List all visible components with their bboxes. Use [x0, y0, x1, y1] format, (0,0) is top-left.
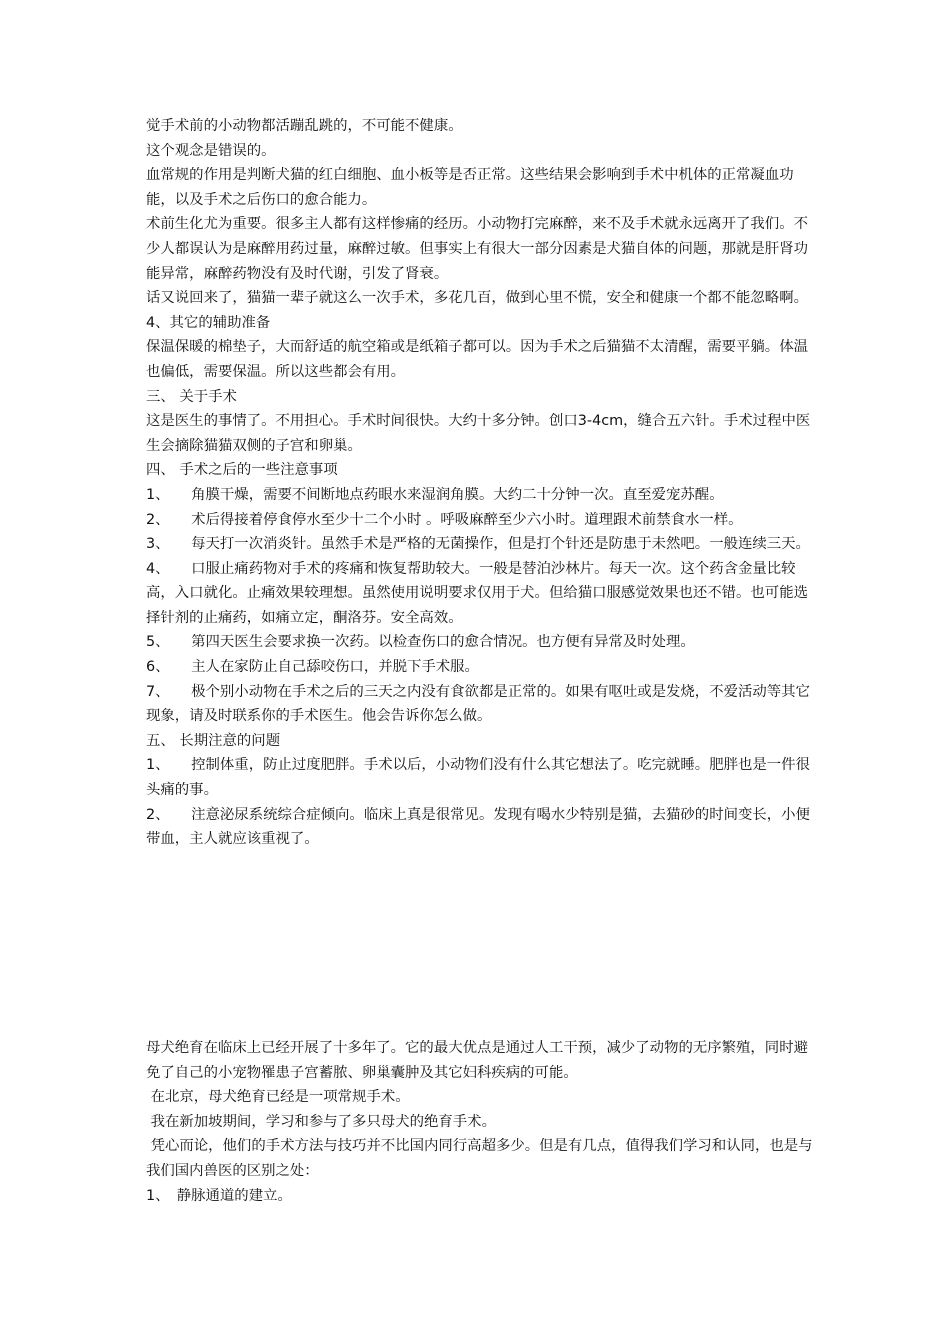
section-heading: 五、 长期注意的问题 [146, 732, 281, 749]
list-item: 1、 静脉通道的建立。 [146, 1187, 292, 1204]
list-item: 2、 术后得接着停食停水至少十二个小时 。呼吸麻醉至少六小时。道理跟术前禁食水一样。 [146, 511, 743, 528]
paragraph: 保温保暖的棉垫子，大而舒适的航空箱或是纸箱子都可以。因为手术之后猫猫不太清醒，需要平躺。体温也偏低，需要保温。所以这些都会有用。 [146, 339, 808, 380]
list-item: 3、 每天打一次消炎针。虽然手术是严格的无菌操作，但是打个针还是防患于未然吧。一般连续三天。 [146, 536, 810, 553]
list-item: 4、 口服止痛药物对手术的疼痛和恢复帮助较大。一般是替泊沙林片。每天一次。这个药含金量比较高，入口就化。止痛效果较理想。虽然使用说明要求仅用于犬。但给猫口服感觉效果也还不错。也可能选择针剂的止痛药，如痛立定，酮洛芬。安全高效。 [146, 560, 808, 626]
paragraph: 这个观念是错误的。 [146, 142, 276, 159]
paragraph: 凭心而论，他们的手术方法与技巧并不比国内同行高超多少。但是有几点，值得我们学习和认同，也是与我们国内兽医的区别之处： [146, 1138, 813, 1179]
paragraph: 话又说回来了，猫猫一辈子就这么一次手术，多花几百，做到心里不慌，安全和健康一个都不能忽略啊。 [146, 290, 808, 307]
paragraph: 母犬绝育在临床上已经开展了十多年了。它的最大优点是通过人工干预，减少了动物的无序繁殖，同时避免了自己的小宠物罹患子宫蓄脓、卵巢囊肿及其它妇科疾病的可能。 [146, 1040, 808, 1081]
list-item: 5、 第四天医生会要求换一次药。以检查伤口的愈合情况。也方便有异常及时处理。 [146, 634, 695, 651]
paragraph: 术前生化尤为重要。很多主人都有这样惨痛的经历。小动物打完麻醉，来不及手术就永远离开了我们。不少人都误认为是麻醉用药过量，麻醉过敏。但事实上有很大一部分因素是犬猫自体的问题，那就是肝肾功能异常，麻醉药物没有及时代谢，引发了肾衰。 [146, 216, 808, 282]
list-item: 1、 角膜干燥，需要不间断地点药眼水来湿润角膜。大约二十分钟一次。直至爱宠苏醒。 [146, 486, 724, 503]
list-item: 7、 极个别小动物在手术之后的三天之内没有食欲都是正常的。如果有呕吐或是发烧，不爱活动等其它现象，请及时联系你的手术医生。他会告诉你怎么做。 [146, 683, 810, 725]
paragraph: 在北京，母犬绝育已经是一项常规手术。 [146, 1089, 410, 1106]
list-item: 6、 主人在家防止自己舔咬伤口，并脱下手术服。 [146, 659, 479, 676]
paragraph: 血常规的作用是判断犬猫的红白细胞、血小板等是否正常。这些结果会影响到手术中机体的正常凝血功能，以及手术之后伤口的愈合能力。 [146, 167, 794, 208]
paragraph: 觉手术前的小动物都活蹦乱跳的，不可能不健康。 [146, 118, 463, 134]
text-block-lower [146, 1036, 818, 1208]
section-heading: 四、 手术之后的一些注意事项 [146, 462, 338, 479]
section-heading: 三、 关于手术 [146, 388, 237, 405]
paragraph: 这是医生的事情了。不用担心。手术时间很快。大约十多分钟。创口3-4cm，缝合五六针。手术过程中医生会摘除猫猫双侧的子宫和卵巢。 [146, 413, 811, 454]
list-item: 1、 控制体重，防止过度肥胖。手术以后，小动物们没有什么其它想法了。吃完就睡。肥胖也是一件很头痛的事。 [146, 757, 810, 799]
paragraph: 我在新加坡期间，学习和参与了多只母犬的绝育手术。 [146, 1113, 496, 1130]
list-item: 2、 注意泌尿系统综合症倾向。临床上真是很常见。发现有喝水少特别是猫，去猫砂的时间变长，小便带血，主人就应该重视了。 [146, 806, 810, 848]
subheading: 4、其它的辅助准备 [146, 314, 271, 331]
text-block-upper [146, 114, 818, 852]
